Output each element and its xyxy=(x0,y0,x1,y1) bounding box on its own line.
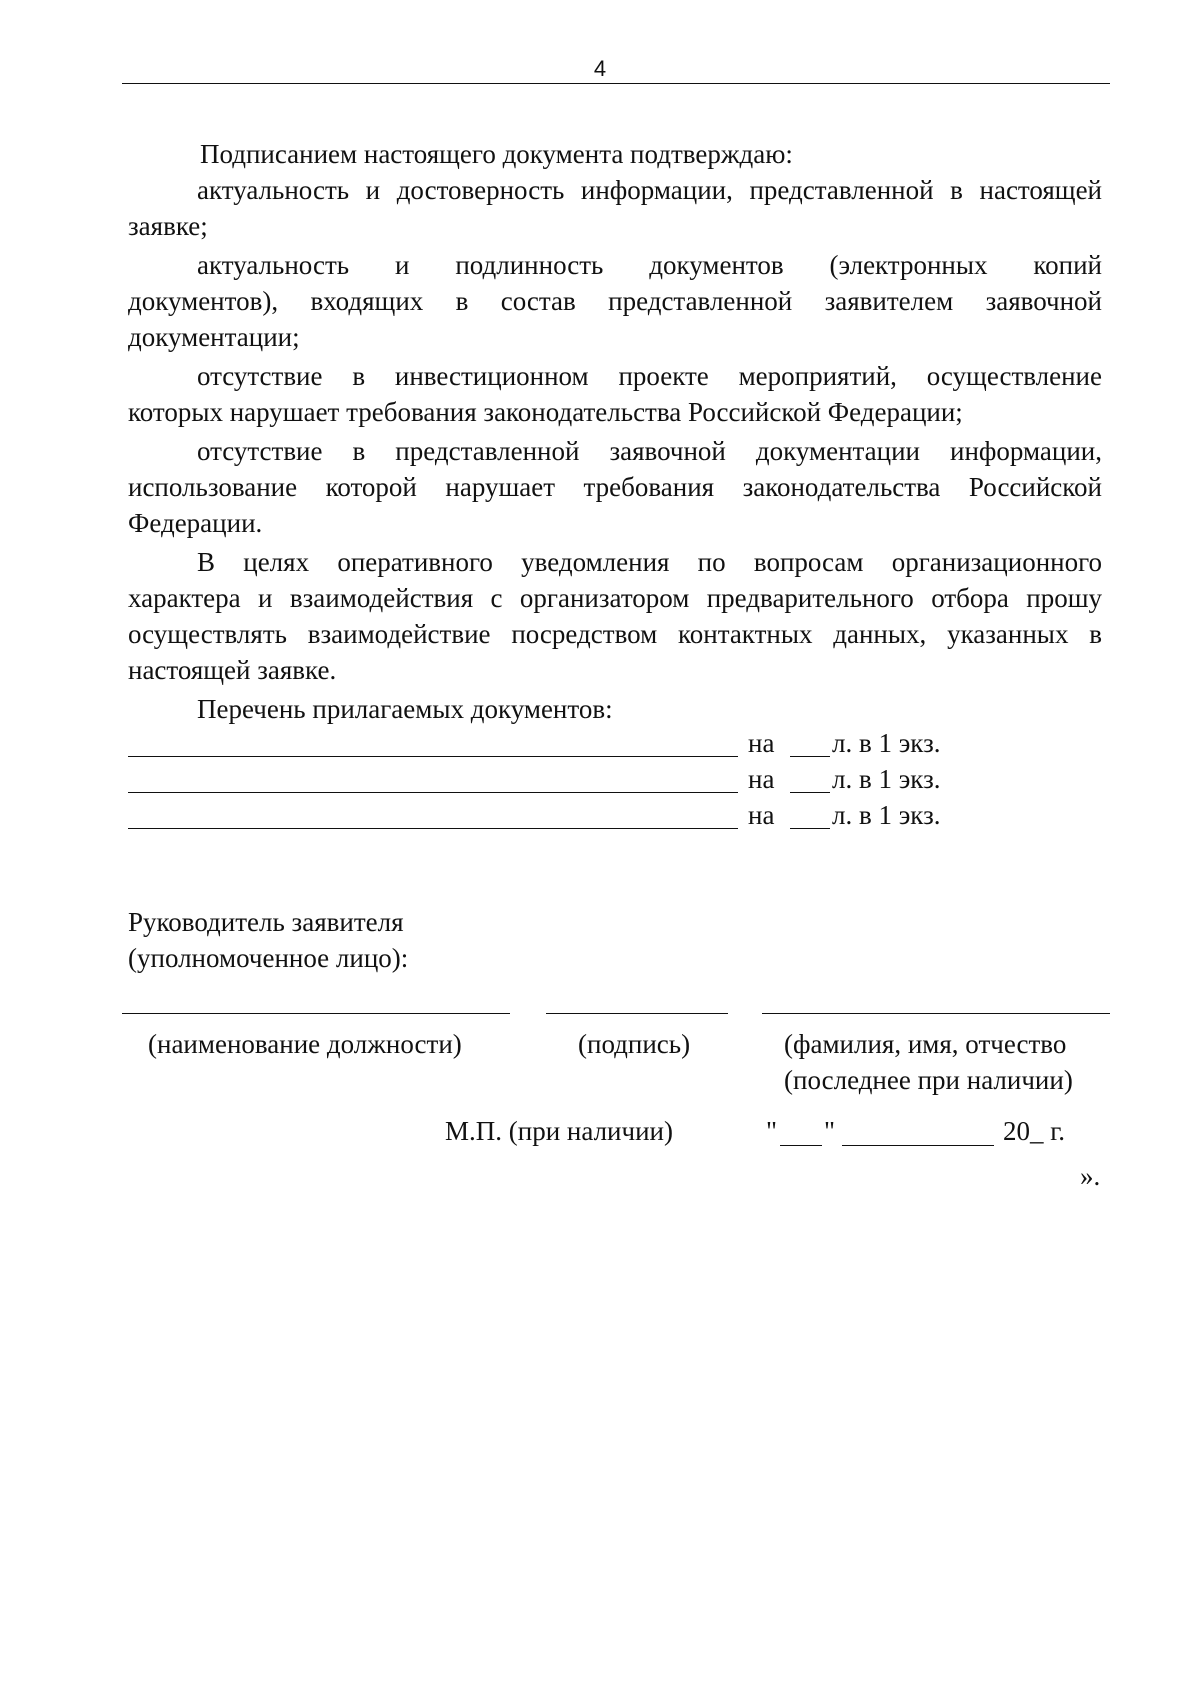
closing-mark: ». xyxy=(1080,1161,1101,1191)
attachment-row xyxy=(128,728,1028,764)
attachment-na-label: на xyxy=(748,800,775,830)
signatory-title: Руководитель заявителя xyxy=(128,907,404,937)
body-line: использование которой нарушает требования законодательства Российской xyxy=(128,472,1102,502)
full-name-caption-note: (последнее при наличии) xyxy=(784,1065,1073,1095)
body-line: документации; xyxy=(128,322,300,352)
body-line: заявке; xyxy=(128,211,208,241)
attachment-name-field[interactable] xyxy=(128,792,738,793)
body-line: отсутствие в представленной заявочной документации информации, xyxy=(197,436,1102,466)
body-line: отсутствие в инвестиционном проекте мероприятий, осуществление xyxy=(197,361,1102,391)
attachment-copies-label: л. в 1 экз. xyxy=(832,728,941,758)
full-name-caption: (фамилия, имя, отчество xyxy=(784,1029,1067,1059)
body-line: В целях оперативного уведомления по вопросам организационного xyxy=(197,547,1102,577)
attachment-name-field[interactable] xyxy=(128,756,738,757)
body-line-intro: Подписанием настоящего документа подтверждаю: xyxy=(200,139,793,169)
attachment-name-field[interactable] xyxy=(128,828,738,829)
body-line: настоящей заявке. xyxy=(128,655,337,685)
header-rule xyxy=(122,83,1110,84)
body-line: характера и взаимодействия с организатором предварительного отбора прошу xyxy=(128,583,1102,613)
attachment-row xyxy=(128,800,1028,836)
attachment-row xyxy=(128,764,1028,800)
signature-caption: (подпись) xyxy=(578,1029,691,1059)
date-year-label: 20_ г. xyxy=(1003,1116,1066,1146)
position-caption: (наименование должности) xyxy=(148,1029,462,1059)
signature-field[interactable] xyxy=(546,1013,728,1014)
date-month-field[interactable] xyxy=(842,1145,994,1146)
attachment-pages-field[interactable] xyxy=(790,756,830,757)
date-open-quote: " xyxy=(766,1116,778,1146)
attachment-pages-field[interactable] xyxy=(790,792,830,793)
date-close-quote: " xyxy=(824,1116,836,1146)
attachment-pages-field[interactable] xyxy=(790,828,830,829)
attachment-copies-label: л. в 1 экз. xyxy=(832,764,941,794)
page-number: 4 xyxy=(593,56,607,81)
full-name-field[interactable] xyxy=(762,1013,1110,1014)
body-line: осуществлять взаимодействие посредством контактных данных, указанных в xyxy=(128,619,1102,649)
attachments-heading: Перечень прилагаемых документов: xyxy=(197,694,613,724)
body-line: которых нарушает требования законодательства Российской Федерации; xyxy=(128,397,963,427)
attachment-copies-label: л. в 1 экз. xyxy=(832,800,941,830)
body-line: документов), входящих в состав представленной заявителем заявочной xyxy=(128,286,1102,316)
signatory-subtitle: (уполномоченное лицо): xyxy=(128,943,409,973)
body-line: актуальность и подлинность документов (электронных копий xyxy=(197,250,1102,280)
body-line: Федерации. xyxy=(128,508,263,538)
attachment-na-label: на xyxy=(748,764,775,794)
date-day-field[interactable] xyxy=(780,1145,822,1146)
position-field[interactable] xyxy=(122,1013,510,1014)
attachment-na-label: на xyxy=(748,728,775,758)
body-line: актуальность и достоверность информации, представленной в настоящей xyxy=(197,175,1102,205)
stamp-label: М.П. (при наличии) xyxy=(445,1116,673,1146)
